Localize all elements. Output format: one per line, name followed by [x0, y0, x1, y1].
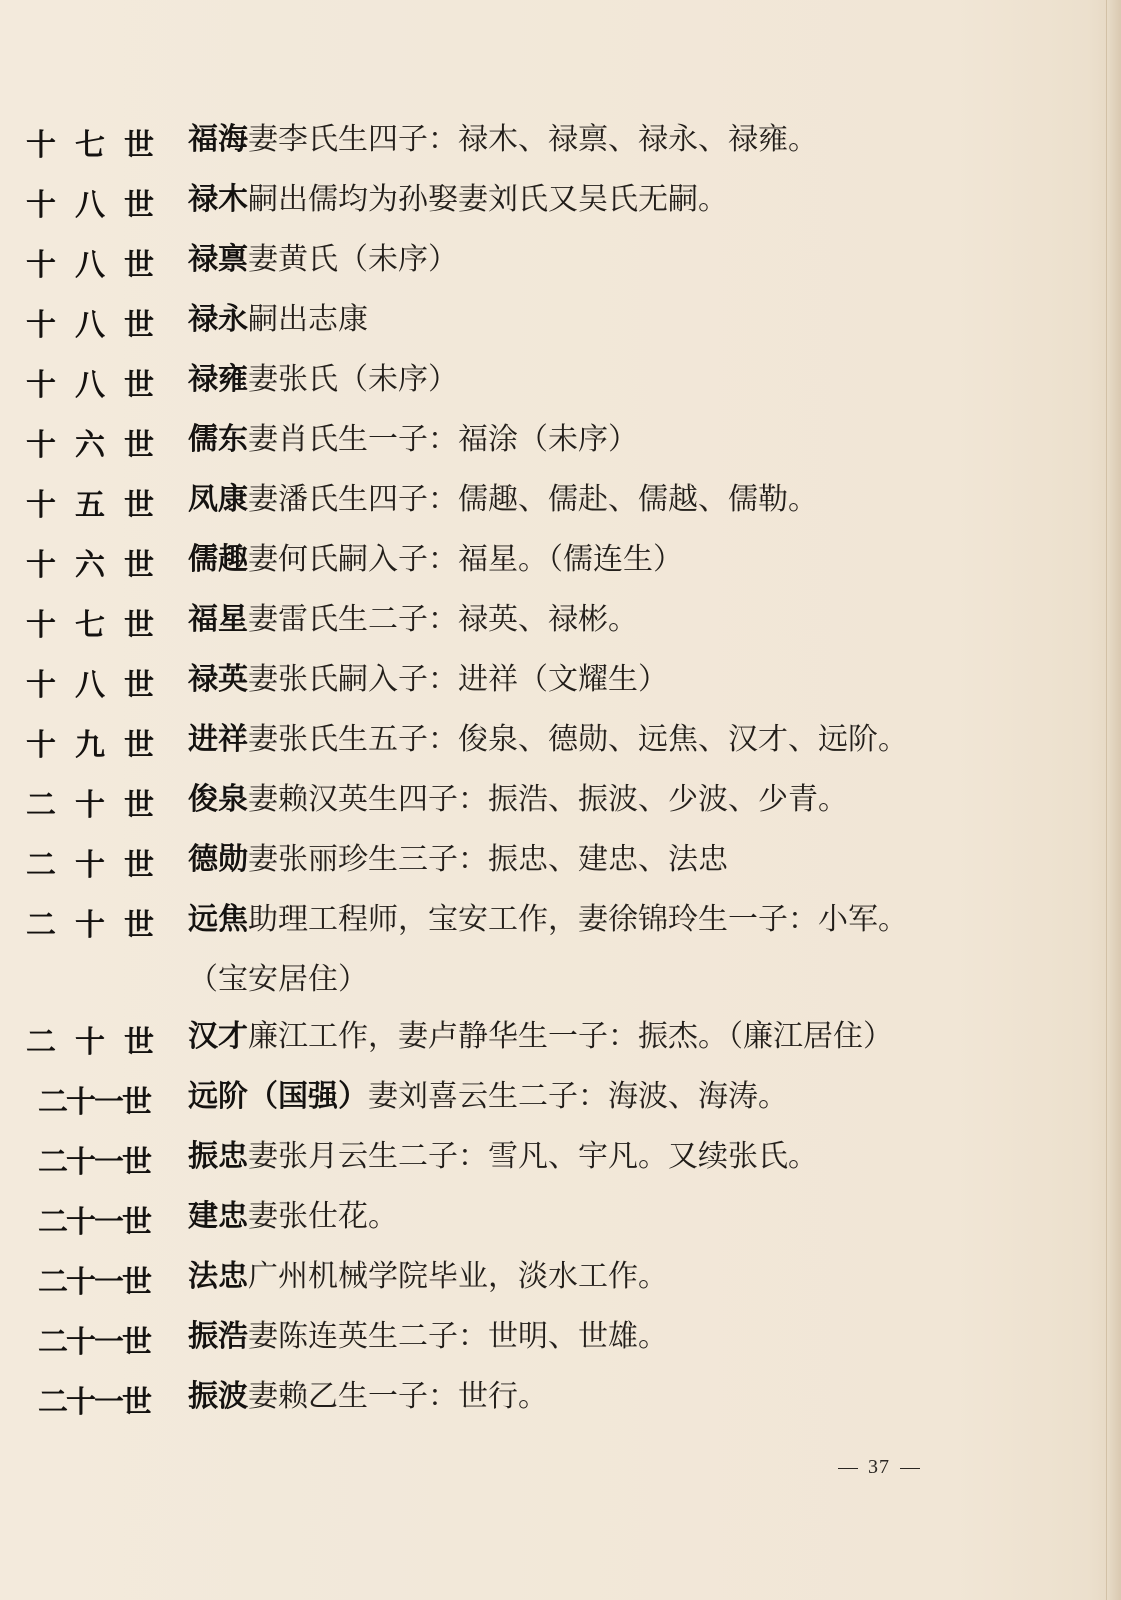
- entry-detail: 妻雷氏生二子：禄英、禄彬。: [248, 602, 638, 637]
- genealogy-entry: [0, 776, 1121, 836]
- genealogy-entry: [0, 896, 1121, 956]
- generation-label: 二十世: [26, 788, 173, 823]
- generation-label: 十八世: [26, 368, 173, 403]
- entry-detail: 妻潘氏生四子：儒趣、儒赴、儒越、儒勒。: [248, 482, 818, 517]
- generation-label: 十七世: [26, 128, 173, 163]
- generation-label: 十八世: [26, 188, 173, 223]
- entry-detail: 助理工程师，宝安工作，妻徐锦玲生一子：小军。: [248, 902, 908, 937]
- entry-detail: 嗣出儒均为孙娶妻刘氏又吴氏无嗣。: [248, 182, 728, 217]
- generation-label: 二十一世: [38, 1385, 150, 1420]
- entry-text: [188, 1257, 668, 1297]
- generation-label: 十六世: [26, 428, 173, 463]
- entry-detail: 妻张月云生二子：雪凡、宇凡。又续张氏。: [248, 1139, 818, 1174]
- person-name: 禄英: [188, 662, 248, 697]
- entry-text: [188, 1017, 893, 1057]
- genealogy-entry: [0, 716, 1121, 776]
- genealogy-entry: [0, 1373, 1121, 1433]
- entry-detail: 妻赖汉英生四子：振浩、振波、少波、少青。: [248, 782, 848, 817]
- entry-text: [188, 720, 908, 760]
- entry-text: [188, 900, 908, 940]
- entry-text: [188, 1197, 398, 1237]
- entry-text: [188, 480, 818, 520]
- entry-detail: 妻赖乙生一子：世行。: [248, 1379, 548, 1414]
- generation-label: 二十一世: [38, 1145, 150, 1180]
- entry-detail: 嗣出志康: [248, 302, 368, 337]
- person-name: 德勋: [188, 842, 248, 877]
- person-name: 远焦: [188, 902, 248, 937]
- entry-text: [188, 1077, 788, 1117]
- person-name: 振浩: [188, 1319, 248, 1354]
- page-number: [828, 1456, 930, 1479]
- entry-detail: 妻张仕花。: [248, 1199, 398, 1234]
- genealogy-entry: [0, 1193, 1121, 1253]
- entry-detail: 妻张氏生五子：俊泉、德勋、远焦、汉才、远阶。: [248, 722, 908, 757]
- entry-detail: 广州机械学院毕业，淡水工作。: [248, 1259, 668, 1294]
- generation-label: 十五世: [26, 488, 173, 523]
- entry-detail: 妻陈连英生二子：世明、世雄。: [248, 1319, 668, 1354]
- person-name: 法忠: [188, 1259, 248, 1294]
- entry-detail: 妻李氏生四子：禄木、禄禀、禄永、禄雍。: [248, 122, 818, 157]
- genealogy-entry: [0, 1253, 1121, 1313]
- generation-label: 十六世: [26, 548, 173, 583]
- generation-label: 十九世: [26, 728, 173, 763]
- genealogy-entry: [0, 176, 1121, 236]
- page-number-dash: [900, 1468, 920, 1469]
- generation-label: 二十世: [26, 1025, 173, 1060]
- entry-text: [188, 1317, 668, 1357]
- person-name: 禄禀: [188, 242, 248, 277]
- entry-text: [188, 120, 818, 160]
- generation-label: 二十一世: [38, 1265, 150, 1300]
- entry-text: [188, 360, 458, 400]
- entry-text: [188, 1377, 548, 1417]
- page-number-dash: [838, 1468, 858, 1469]
- person-name: 福星: [188, 602, 248, 637]
- entry-text: [188, 420, 638, 460]
- person-name: 禄永: [188, 302, 248, 337]
- entry-text: [188, 600, 638, 640]
- person-name: 俊泉: [188, 782, 248, 817]
- genealogy-entry: [0, 1133, 1121, 1193]
- genealogy-list: [0, 116, 1121, 1433]
- person-name: 汉才: [188, 1019, 248, 1054]
- entry-text: [188, 300, 368, 340]
- genealogy-entry: [0, 416, 1121, 476]
- genealogy-entry: [0, 656, 1121, 716]
- generation-label: 二十世: [26, 908, 173, 943]
- entry-detail: 妻刘喜云生二子：海波、海涛。: [368, 1079, 788, 1114]
- person-name: 建忠: [188, 1199, 248, 1234]
- entry-detail: 妻张丽珍生三子：振忠、建忠、法忠: [248, 842, 728, 877]
- person-name: 禄木: [188, 182, 248, 217]
- entry-detail: 廉江工作，妻卢静华生一子：振杰。（廉江居住）: [248, 1019, 893, 1054]
- genealogy-entry: [0, 296, 1121, 356]
- genealogy-entry: [0, 1313, 1121, 1373]
- person-name: 儒趣: [188, 542, 248, 577]
- generation-label: 十七世: [26, 608, 173, 643]
- person-name: 禄雍: [188, 362, 248, 397]
- generation-label: 十八世: [26, 248, 173, 283]
- generation-label: 二十一世: [38, 1325, 150, 1360]
- person-name: 振波: [188, 1379, 248, 1414]
- genealogy-entry: [0, 536, 1121, 596]
- genealogy-entry-continuation: [0, 956, 1121, 1013]
- person-name: 儒东: [188, 422, 248, 457]
- generation-label: 十八世: [26, 668, 173, 703]
- generation-label: 二十一世: [38, 1085, 150, 1120]
- entry-text: [188, 660, 668, 700]
- genealogy-entry: [0, 596, 1121, 656]
- entry-detail: 妻张氏嗣入子：进祥（文耀生）: [248, 662, 668, 697]
- entry-detail: （宝安居住）: [188, 962, 368, 997]
- page-number-value: 37: [868, 1456, 890, 1478]
- entry-text: [188, 840, 728, 880]
- genealogy-entry: [0, 236, 1121, 296]
- entry-text: [188, 780, 848, 820]
- entry-text: [188, 540, 683, 580]
- person-name: 振忠: [188, 1139, 248, 1174]
- entry-text: [188, 1137, 818, 1177]
- person-name: 福海: [188, 122, 248, 157]
- genealogy-entry: [0, 1073, 1121, 1133]
- genealogy-entry: [0, 836, 1121, 896]
- generation-label: 二十一世: [38, 1205, 150, 1240]
- entry-detail: 妻何氏嗣入子：福星。（儒连生）: [248, 542, 683, 577]
- genealogy-entry: [0, 476, 1121, 536]
- genealogy-entry: [0, 356, 1121, 416]
- entry-detail: 妻黄氏（未序）: [248, 242, 458, 277]
- entry-text: [188, 960, 368, 1000]
- entry-text: [188, 180, 728, 220]
- person-name: 远阶（国强）: [188, 1079, 368, 1114]
- entry-detail: 妻张氏（未序）: [248, 362, 458, 397]
- generation-label: 二十世: [26, 848, 173, 883]
- genealogy-entry: [0, 116, 1121, 176]
- genealogy-entry: [0, 1013, 1121, 1073]
- person-name: 凤康: [188, 482, 248, 517]
- entry-text: [188, 240, 458, 280]
- person-name: 进祥: [188, 722, 248, 757]
- entry-detail: 妻肖氏生一子：福涂（未序）: [248, 422, 638, 457]
- generation-label: 十八世: [26, 308, 173, 343]
